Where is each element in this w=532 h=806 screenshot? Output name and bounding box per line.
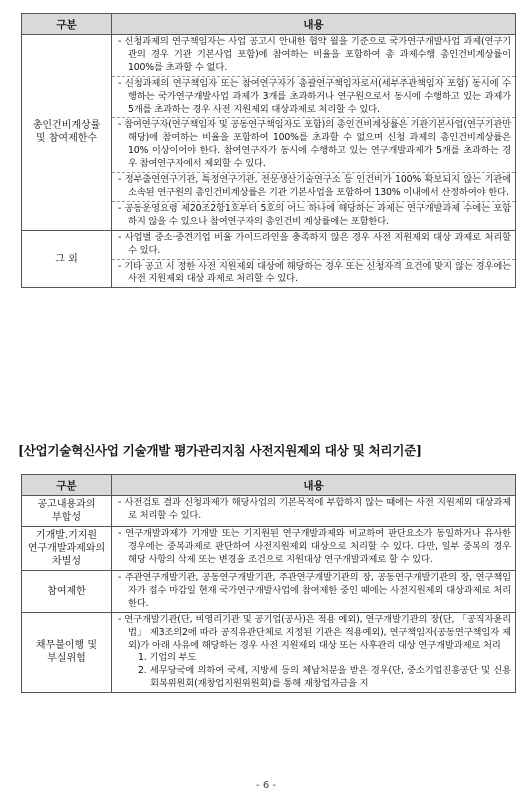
list-item: [112, 613, 515, 692]
section-title: [산업기술혁신사업 기술개발 평가관리지침 사전지원제외 대상 및 처리기준]: [18, 443, 422, 458]
list-item: - 신청과제의 연구책임자 또는 참여연구자가 총괄연구책임자로서(세부주관책임자 포함) 동시에 수행하는 국가연구개발사업 과제가 3개를 초과하거나 연구원으로서 동시에 수행하고 있는 과제가 5개를 초과하는 경우 사전 지원제외 대상과제로 처리할 수 있다.: [112, 77, 515, 119]
list-item: - 공동운영요령 제20조2항1호부터 5호의 어느 하나에 해당하는 과제는 연구개발과제 수에는 포함하지 않을 수 있으나 참여연구자의 총인건비 계상률에는 포함한다.: [118, 202, 511, 227]
list-item-lead: - 연구개발기관(단, 비영리기관 및 공기업(공사)은 적용 예외), 연구개발기관의 장(단, 「공직자윤리법」 제3조의2에 따라 공직유관단체로 지정된 기관은 적용예외), 연구책임자(공동연구책임자 제외)가 아래 사유에 해당하는 경우 사전 지원제외 대상 또는 사후관리 대상 연구개발과제로 처리: [118, 613, 511, 651]
row-content: [112, 35, 516, 231]
list-item: - 연구개발과제가 기개발 또는 기지원된 연구개발과제와 비교하여 판단요소가 동일하거나 유사한 경우에는 중복과제로 판단하여 사전지원제외 대상으로 처리할 수 있다. 다만, 일부 중복의 경우 해당 사항의 삭제 또는 변경을 조건으로 지원대상 연구개발과제로 할 수 있다.: [118, 528, 511, 565]
row-category: [22, 496, 112, 527]
table-header-row: [22, 475, 516, 496]
table-header-row: [22, 14, 516, 35]
sub-item: 2. 세무당국에 의하여 국세, 지방세 등의 체납처분을 받은 경우(단, 중소기업진흥공단 및 신용회복위원회(재창업지원위원회)를 통해 재창업자금을 지: [138, 665, 511, 690]
row-category-line: 공고내용과의 부합성: [37, 499, 96, 523]
row-category-line: 기개발.기지원 연구개발과제와의 차별성: [27, 530, 106, 567]
row-content: [112, 571, 516, 613]
table-row: [22, 230, 516, 288]
list-item: - 주관연구개발기관, 공동연구개발기관, 주관연구개발기관의 장, 공동연구개발기관의 장, 연구책임자가 접수 마감일 현재 국가연구개발사업에 참여제한 중인 때에는 사전지원제외 대상과제로 처리한다.: [118, 572, 511, 609]
sub-item: 1. 기업의 부도: [138, 652, 197, 664]
list-item: - 사전검토 결과 신청과제가 해당사업의 기본목적에 부합하지 않는 때에는 사전 지원제외 대상과제로 처리할 수 있다.: [118, 497, 511, 521]
row-category-line: 참여제한: [47, 585, 86, 597]
table-row: [22, 496, 516, 527]
row-category: [22, 230, 112, 288]
row-category-line: 그 외: [55, 253, 78, 265]
table-row: [22, 35, 516, 231]
list-item: - 기타 공고 시 정한 사전 지원제외 대상에 해당하는 경우 또는 신청자격 요건에 맞지 않는 경우에는 사전 지원제외 대상 과제로 처리할 수 있다.: [118, 260, 511, 285]
row-category: [22, 612, 112, 692]
row-category: [22, 527, 112, 571]
table-row: [22, 571, 516, 613]
page-number: - 6 -: [256, 780, 276, 791]
row-content: [112, 496, 516, 527]
list-item: - 신청과제의 연구책임자는 사업 공고시 안내한 협약 월을 기준으로 국가연구개발사업 과제(연구기관의 경우 기관 기본사업 포함)에 참여하는 비율을 포함하여 총 과제수행 총인건비계상률이 100%를 초과할 수 없다.: [112, 35, 515, 77]
row-category-line: 총인건비계상률 및 참여제한수: [32, 120, 101, 145]
list-item: - 사업별 중소·중견기업 비율 가이드라인을 충족하지 않은 경우 사전 지원제외 대상 과제로 처리할 수 있다.: [112, 231, 515, 260]
header-content: 내용: [112, 14, 516, 35]
row-category: [22, 571, 112, 613]
table-row: [22, 612, 516, 692]
row-category-line: 채무불이행 및 부실위험: [35, 640, 98, 665]
list-item: - 정부출연연구기관, 특정연구기관, 전문생산기술연구소 등 인건비가 100% 확보되지 않는 기관에 소속된 연구원의 총인건비계상률은 기관 기본사업을 포함하여 130% 이내에서 산정하여야 한다.: [112, 173, 515, 202]
header-content: 내용: [112, 475, 516, 496]
row-category: [22, 35, 112, 231]
row-content: [112, 527, 516, 571]
header-category: 구분: [22, 475, 112, 496]
row-content: [112, 230, 516, 288]
row-content: [112, 612, 516, 692]
list-item: - 참여연구자(연구책임자 및 공동연구책임자도 포함)의 총인건비계상률은 기관기본사업(연구기관만 해당)에 참여하는 비율을 포함하여 100%를 초과할 수 없으며 신청 과제의 총인건비계상률은 10% 이상이어야 한다. 참여연구자가 동시에 수행하고 있는 연구개발과제가 5개를 초과하는 경우 참여연구자에서 제외할 수 있다.: [112, 118, 515, 173]
header-category: 구분: [22, 14, 112, 35]
table-row: [22, 527, 516, 571]
table-exclusion-criteria: [21, 474, 516, 693]
table-personnel-cost: [21, 13, 516, 288]
